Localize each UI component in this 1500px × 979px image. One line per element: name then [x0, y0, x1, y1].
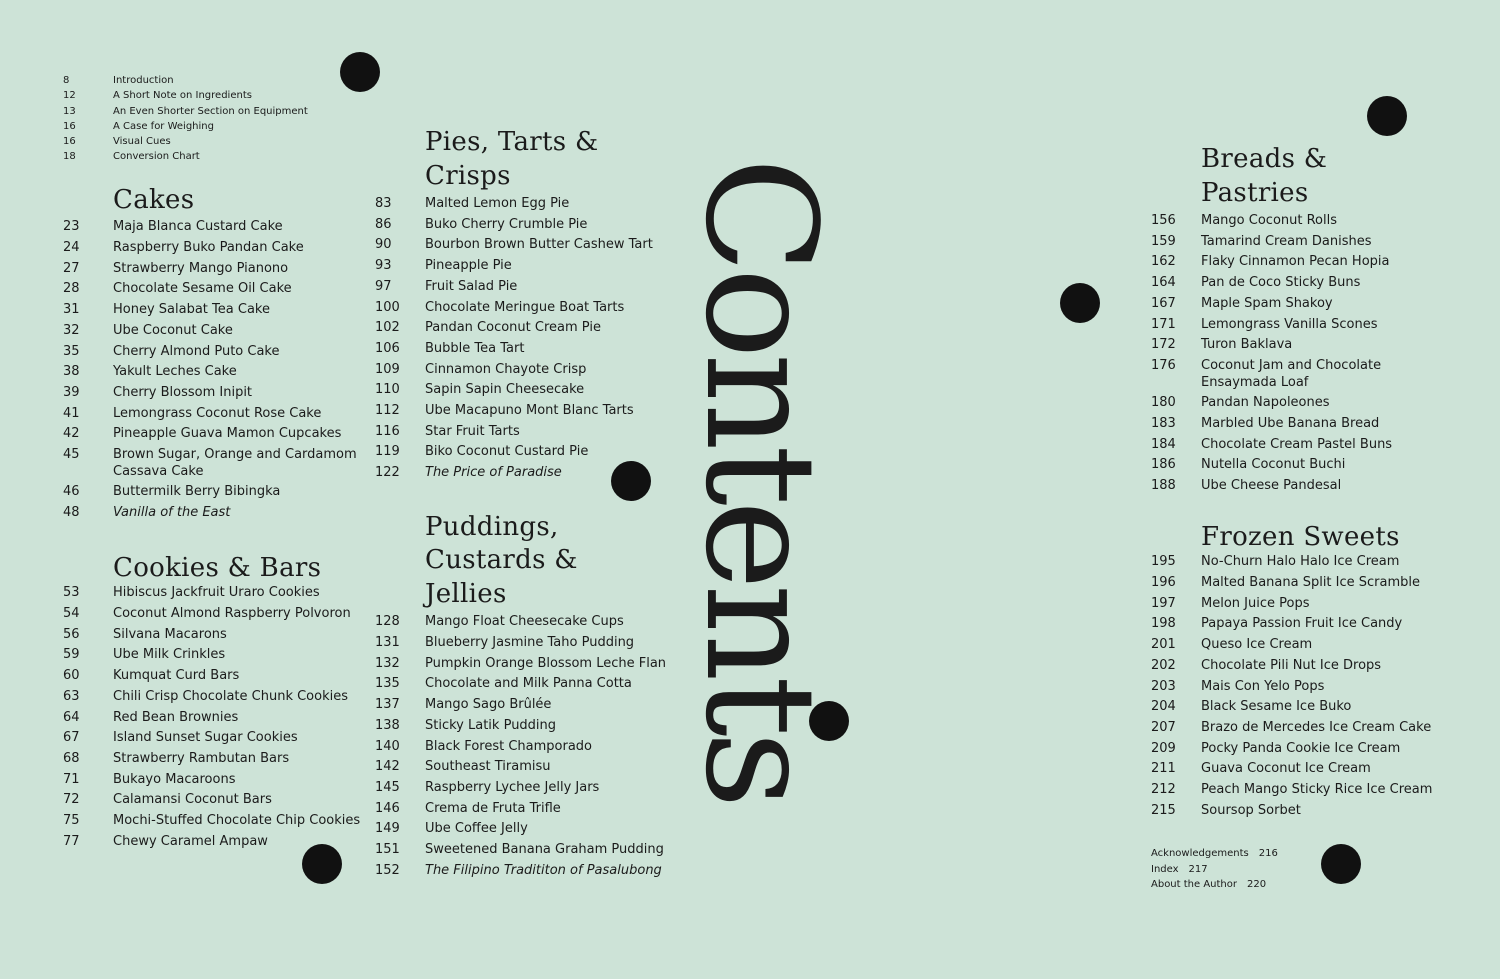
entry-title: Strawberry Rambutan Bars: [113, 750, 290, 766]
page-number: 35: [63, 343, 80, 359]
entry-title: Marbled Ube Banana Bread: [1201, 416, 1380, 432]
list-item[interactable]: 16 A Case for Weighing: [63, 120, 214, 132]
toc-entry[interactable]: [1151, 554, 1451, 575]
page-number: 207: [1151, 719, 1176, 735]
list-item[interactable]: 13 An Even Shorter Section on Equipment: [63, 105, 308, 117]
toc-entry[interactable]: [1151, 234, 1451, 255]
toc-entry[interactable]: [63, 627, 363, 648]
list-item[interactable]: 16 Visual Cues: [63, 136, 171, 148]
page-number: 215: [1151, 802, 1176, 818]
section-puddings: [375, 614, 675, 883]
toc-entry[interactable]: [63, 302, 363, 323]
toc-entry[interactable]: [63, 710, 363, 731]
page-number: 186: [1151, 457, 1176, 473]
section-title-pies-tarts: Pies, Tarts & Crisps: [425, 127, 599, 191]
page-number: 122: [375, 465, 400, 481]
toc-entry[interactable]: [1151, 337, 1451, 358]
section-cakes: [63, 219, 363, 526]
entry-title: Yakult Leches Cake: [113, 364, 237, 380]
entry-title: Blueberry Jasmine Taho Pudding: [425, 635, 635, 651]
section-cookies-bars: [63, 585, 363, 854]
list-item[interactable]: Index 217: [1151, 863, 1208, 875]
toc-entry[interactable]: [375, 403, 675, 424]
entry-title: Mochi-Stuffed Chocolate Chip Cookies: [113, 813, 361, 829]
entry-title: Mango Coconut Rolls: [1201, 213, 1337, 228]
toc-entry[interactable]: [375, 341, 675, 362]
entry-title: Flaky Cinnamon Pecan Hopia: [1201, 254, 1390, 270]
page-number: 110: [375, 382, 400, 398]
page-number: 195: [1151, 554, 1176, 570]
toc-entry[interactable]: [1151, 213, 1451, 234]
toc-entry[interactable]: [1151, 782, 1451, 803]
page-number: 97: [375, 278, 392, 294]
page-number: 42: [63, 426, 80, 442]
entry-title: Ube Coconut Cake: [113, 322, 233, 338]
entry-title: Melon Juice Pops: [1201, 595, 1310, 611]
toc-entry[interactable]: [375, 424, 675, 445]
page-number: 72: [63, 792, 80, 808]
toc-entry[interactable]: [1151, 437, 1451, 458]
entry-title: Coconut Jam and Chocolate Ensaymada Loaf: [1201, 357, 1382, 390]
entry-title: Lemongrass Coconut Rose Cake: [113, 405, 322, 421]
entry-title: Malted Lemon Egg Pie: [425, 196, 570, 211]
entry-title: Vanilla of the East: [113, 505, 231, 521]
toc-entry[interactable]: [1151, 478, 1451, 499]
page-number: 172: [1151, 337, 1176, 353]
toc-entry[interactable]: [63, 730, 363, 751]
entry-title: Guava Coconut Ice Cream: [1201, 761, 1371, 777]
entry-title: Chocolate and Milk Panna Cotta: [425, 676, 632, 692]
page-number: 64: [63, 709, 80, 725]
entry-title: Bukayo Macaroons: [113, 771, 236, 787]
toc-entry[interactable]: [375, 676, 675, 697]
list-item[interactable]: About the Author 220: [1151, 879, 1267, 891]
toc-entry[interactable]: [63, 772, 363, 793]
page-number: 32: [63, 322, 80, 338]
section-heading-wrap: [1201, 521, 1451, 555]
entry-title: Ube Milk Crinkles: [113, 647, 226, 663]
section-heading-wrap: [113, 552, 363, 586]
section-title-frozen-sweets: Frozen Sweets: [1201, 521, 1400, 552]
entry-title: Chocolate Cream Pastel Buns: [1201, 436, 1393, 452]
section-pies-tarts: [375, 196, 675, 486]
entry-title: Lemongrass Vanilla Scones: [1201, 316, 1378, 332]
page-number: 145: [375, 779, 400, 795]
list-item[interactable]: 12 A Short Note on Ingredients: [63, 90, 252, 102]
toc-entry[interactable]: [375, 863, 675, 884]
page-number: 202: [1151, 657, 1176, 673]
back-matter-list: [1151, 846, 1451, 892]
toc-entry[interactable]: [375, 697, 675, 718]
page-number: 203: [1151, 678, 1176, 694]
toc-entry[interactable]: [375, 718, 675, 739]
section-title-cakes: Cakes: [113, 184, 195, 215]
toc-entry[interactable]: [63, 585, 363, 606]
page-number: 211: [1151, 761, 1176, 777]
decorative-dot: [1367, 96, 1407, 136]
entry-title: Pan de Coco Sticky Buns: [1201, 275, 1361, 291]
page-number: 196: [1151, 575, 1176, 591]
toc-entry[interactable]: [1151, 679, 1451, 700]
entry-title: Kumquat Curd Bars: [113, 668, 240, 684]
toc-entry[interactable]: [63, 505, 363, 526]
section-heading-wrap: [425, 126, 625, 193]
page-number: 56: [63, 626, 80, 642]
page-number: 45: [63, 447, 80, 463]
toc-entry[interactable]: [1151, 637, 1451, 658]
front-matter-list: [63, 73, 363, 165]
entry-title: Silvana Macarons: [113, 626, 227, 642]
toc-entry[interactable]: [1151, 616, 1451, 637]
toc-entry[interactable]: [375, 444, 675, 465]
toc-entry[interactable]: [1151, 395, 1451, 416]
entry-title: Raspberry Lychee Jelly Jars: [425, 779, 600, 795]
entry-title: Peach Mango Sticky Rice Ice Cream: [1201, 782, 1433, 798]
entry-title: Pandan Napoleones: [1201, 395, 1330, 411]
entry-title: Raspberry Buko Pandan Cake: [113, 239, 304, 255]
toc-entry[interactable]: [375, 362, 675, 383]
section-heading-wrap: [425, 511, 605, 612]
page-number: 83: [375, 196, 392, 211]
page-number: 201: [1151, 637, 1176, 653]
section-heading-wrap: [113, 184, 363, 218]
entry-title: Mais Con Yelo Pops: [1201, 678, 1325, 694]
section-title-breads-pastries: Breads & Pastries: [1201, 144, 1328, 208]
toc-entry[interactable]: [1151, 575, 1451, 596]
entry-title: Island Sunset Sugar Cookies: [113, 730, 298, 746]
section-frozen-sweets: [1151, 554, 1451, 823]
entry-title: Buko Cherry Crumble Pie: [425, 216, 588, 232]
entry-title: Chili Crisp Chocolate Chunk Cookies: [113, 688, 349, 704]
entry-title: Hibiscus Jackfruit Uraro Cookies: [113, 585, 320, 601]
entry-title: Brown Sugar, Orange and Cardamom Cassava Cake: [113, 447, 357, 479]
page-number: 209: [1151, 740, 1176, 756]
entry-title: Black Sesame Ice Buko: [1201, 699, 1352, 715]
page-number: 156: [1151, 213, 1176, 228]
page-number: 100: [375, 299, 400, 315]
page-number: 68: [63, 750, 80, 766]
page-number: 119: [375, 444, 400, 460]
entry-title: Bubble Tea Tart: [425, 340, 525, 356]
page-number: 27: [63, 260, 80, 276]
page-number: 167: [1151, 295, 1176, 311]
toc-entry[interactable]: [63, 385, 363, 406]
toc-entry[interactable]: [375, 279, 675, 300]
entry-title: Pandan Coconut Cream Pie: [425, 320, 601, 336]
page-number: 204: [1151, 699, 1176, 715]
entry-title: Chewy Caramel Ampaw: [113, 833, 268, 849]
toc-entry[interactable]: [63, 834, 363, 855]
entry-title: Mango Sago Brûlée: [425, 697, 552, 713]
page-number: 109: [375, 361, 400, 377]
toc-entry[interactable]: [63, 406, 363, 427]
toc-entry[interactable]: [63, 219, 363, 240]
entry-title: Maja Blanca Custard Cake: [113, 219, 283, 235]
entry-title: Queso Ice Cream: [1201, 637, 1313, 653]
toc-entry[interactable]: [375, 842, 675, 863]
page-number: 146: [375, 800, 400, 816]
entry-title: Brazo de Mercedes Ice Cream Cake: [1201, 719, 1432, 735]
toc-entry[interactable]: [63, 364, 363, 385]
toc-entry[interactable]: [375, 217, 675, 238]
page-number: 138: [375, 717, 400, 733]
toc-entry[interactable]: [63, 240, 363, 261]
toc-entry[interactable]: [63, 606, 363, 627]
page-number: 140: [375, 738, 400, 754]
toc-entry[interactable]: [1151, 741, 1451, 762]
entry-title: Malted Banana Split Ice Scramble: [1201, 575, 1421, 591]
page-number: 149: [375, 821, 400, 837]
page-number: 137: [375, 697, 400, 713]
entry-title: Papaya Passion Fruit Ice Candy: [1201, 616, 1403, 632]
toc-entry[interactable]: [63, 323, 363, 344]
toc-entry[interactable]: [1151, 720, 1451, 741]
entry-title: Turon Baklava: [1201, 337, 1293, 353]
entry-title: Chocolate Sesame Oil Cake: [113, 281, 292, 297]
entry-title: Nutella Coconut Buchi: [1201, 457, 1346, 473]
entry-title: Ube Cheese Pandesal: [1201, 478, 1342, 494]
toc-entry[interactable]: [1151, 358, 1451, 395]
toc-entry[interactable]: [375, 759, 675, 780]
entry-title: Southeast Tiramisu: [425, 759, 551, 775]
page-number: 90: [375, 237, 392, 253]
entry-title: Tamarind Cream Danishes: [1201, 233, 1372, 249]
toc-entry[interactable]: [375, 614, 675, 635]
column-middle: [375, 126, 675, 883]
page-number: 102: [375, 320, 400, 336]
toc-entry[interactable]: [375, 821, 675, 842]
page-number: 38: [63, 364, 80, 380]
entry-title: Maple Spam Shakoy: [1201, 295, 1333, 311]
toc-entry[interactable]: [1151, 699, 1451, 720]
decorative-dot: [1060, 283, 1100, 323]
column-right: [1151, 143, 1451, 892]
entry-title: Black Forest Champorado: [425, 738, 593, 754]
entry-title: Biko Coconut Custard Pie: [425, 444, 589, 460]
page-number: 197: [1151, 595, 1176, 611]
page-number: 188: [1151, 478, 1176, 494]
section-title-cookies-bars: Cookies & Bars: [113, 552, 322, 583]
entry-title: Sticky Latik Pudding: [425, 717, 557, 733]
entry-title: Mango Float Cheesecake Cups: [425, 614, 624, 630]
page-number: 48: [63, 505, 80, 521]
toc-entry[interactable]: [375, 465, 675, 486]
page-number: 132: [375, 655, 400, 671]
toc-entry[interactable]: [63, 261, 363, 282]
section-title-puddings: Puddings, Custards & Jellies: [425, 511, 578, 609]
entry-title: The Filipino Tradititon of Pasalubong: [425, 862, 662, 878]
toc-entry[interactable]: [1151, 596, 1451, 617]
toc-entry[interactable]: [63, 484, 363, 505]
page-number: 152: [375, 862, 400, 878]
toc-entry[interactable]: [1151, 296, 1451, 317]
toc-entry[interactable]: [375, 300, 675, 321]
entry-title: Star Fruit Tarts: [425, 423, 520, 439]
toc-entry[interactable]: [63, 281, 363, 302]
toc-entry[interactable]: [375, 237, 675, 258]
toc-entry[interactable]: [63, 426, 363, 447]
page-number: 46: [63, 484, 80, 500]
page-number: 142: [375, 759, 400, 775]
page-number: 77: [63, 833, 80, 849]
toc-entry[interactable]: [375, 382, 675, 403]
page-number: 86: [375, 216, 392, 232]
page-number: 28: [63, 281, 80, 297]
page-number: 60: [63, 668, 80, 684]
page-number: 116: [375, 423, 400, 439]
toc-entry[interactable]: [1151, 457, 1451, 478]
entry-title: Buttermilk Berry Bibingka: [113, 484, 281, 500]
page-number: 75: [63, 813, 80, 829]
toc-entry[interactable]: [1151, 803, 1451, 824]
toc-entry[interactable]: [375, 656, 675, 677]
entry-title: Sapin Sapin Cheesecake: [425, 382, 585, 398]
toc-entry[interactable]: [1151, 317, 1451, 338]
column-left: [63, 73, 363, 854]
toc-entry[interactable]: [375, 780, 675, 801]
page-number: 59: [63, 647, 80, 663]
toc-entry[interactable]: [1151, 761, 1451, 782]
page-number: 106: [375, 340, 400, 356]
page-number: 198: [1151, 616, 1176, 632]
page-number: 171: [1151, 316, 1176, 332]
page-number: 93: [375, 258, 392, 274]
page-number: 128: [375, 614, 400, 630]
entry-title: Chocolate Meringue Boat Tarts: [425, 299, 625, 315]
entry-title: Chocolate Pili Nut Ice Drops: [1201, 657, 1382, 673]
toc-entry[interactable]: [375, 801, 675, 822]
page-number: 41: [63, 405, 80, 421]
page-title: Contents: [672, 157, 849, 803]
entry-title: Ube Macapuno Mont Blanc Tarts: [425, 403, 634, 419]
page-number: 39: [63, 384, 80, 400]
entry-title: Cherry Almond Puto Cake: [113, 343, 280, 359]
entry-title: Calamansi Coconut Bars: [113, 792, 272, 808]
page-number: 159: [1151, 233, 1176, 249]
page-number: 135: [375, 676, 400, 692]
toc-entry[interactable]: [63, 344, 363, 365]
page-number: 67: [63, 730, 80, 746]
page-number: 31: [63, 302, 80, 318]
section-heading-wrap: [1201, 143, 1351, 210]
entry-title: Pocky Panda Cookie Ice Cream: [1201, 740, 1401, 756]
entry-title: Red Bean Brownies: [113, 709, 239, 725]
toc-entry[interactable]: [375, 320, 675, 341]
list-item[interactable]: 18 Conversion Chart: [63, 151, 200, 163]
entry-title: Coconut Almond Raspberry Polvoron: [113, 606, 351, 622]
entry-title: Crema de Fruta Trifle: [425, 800, 561, 816]
entry-title: Ube Coffee Jelly: [425, 821, 528, 837]
page-number: 54: [63, 606, 80, 622]
toc-entry[interactable]: [375, 739, 675, 760]
toc-entry[interactable]: [63, 751, 363, 772]
entry-title: Pineapple Pie: [425, 258, 512, 274]
entry-title: The Price of Paradise: [425, 465, 562, 481]
page-number: 63: [63, 688, 80, 704]
entry-title: Fruit Salad Pie: [425, 278, 518, 294]
toc-entry[interactable]: [63, 447, 363, 484]
page-number: 164: [1151, 275, 1176, 291]
page-number: 24: [63, 239, 80, 255]
toc-entry[interactable]: [1151, 416, 1451, 437]
page-number: 23: [63, 219, 80, 235]
toc-entry[interactable]: [1151, 254, 1451, 275]
section-breads-pastries: [1151, 213, 1451, 499]
page-number: 212: [1151, 782, 1176, 798]
page-number: 180: [1151, 395, 1176, 411]
toc-entry[interactable]: [375, 258, 675, 279]
entry-title: Pumpkin Orange Blossom Leche Flan: [425, 655, 667, 671]
list-item[interactable]: Acknowledgements 216: [1151, 848, 1278, 860]
page-number: 151: [375, 842, 400, 858]
entry-title: Pineapple Guava Mamon Cupcakes: [113, 426, 342, 442]
page-number: 176: [1151, 357, 1176, 373]
entry-title: Strawberry Mango Pianono: [113, 260, 289, 276]
page-number: 71: [63, 771, 80, 787]
entry-title: Honey Salabat Tea Cake: [113, 302, 270, 318]
page-number: 112: [375, 403, 400, 419]
toc-entry[interactable]: [375, 196, 675, 217]
entry-title: Bourbon Brown Butter Cashew Tart: [425, 237, 653, 253]
entry-title: Sweetened Banana Graham Pudding: [425, 842, 664, 858]
page-number: 53: [63, 585, 80, 601]
page-number: 184: [1151, 436, 1176, 452]
toc-entry[interactable]: [1151, 275, 1451, 296]
list-item[interactable]: 8 Introduction: [63, 75, 174, 86]
toc-entry[interactable]: [63, 792, 363, 813]
entry-title: Cherry Blossom Inipit: [113, 384, 253, 400]
entry-title: Soursop Sorbet: [1201, 802, 1301, 818]
page-number: 183: [1151, 416, 1176, 432]
toc-entry[interactable]: [63, 689, 363, 710]
entry-title: No-Churn Halo Halo Ice Cream: [1201, 554, 1400, 570]
entry-title: Cinnamon Chayote Crisp: [425, 361, 587, 377]
page-number: 131: [375, 635, 400, 651]
toc-entry[interactable]: [63, 647, 363, 668]
toc-entry[interactable]: [375, 635, 675, 656]
toc-entry[interactable]: [63, 668, 363, 689]
toc-entry[interactable]: [1151, 658, 1451, 679]
toc-entry[interactable]: [63, 813, 363, 834]
page-number: 162: [1151, 254, 1176, 270]
